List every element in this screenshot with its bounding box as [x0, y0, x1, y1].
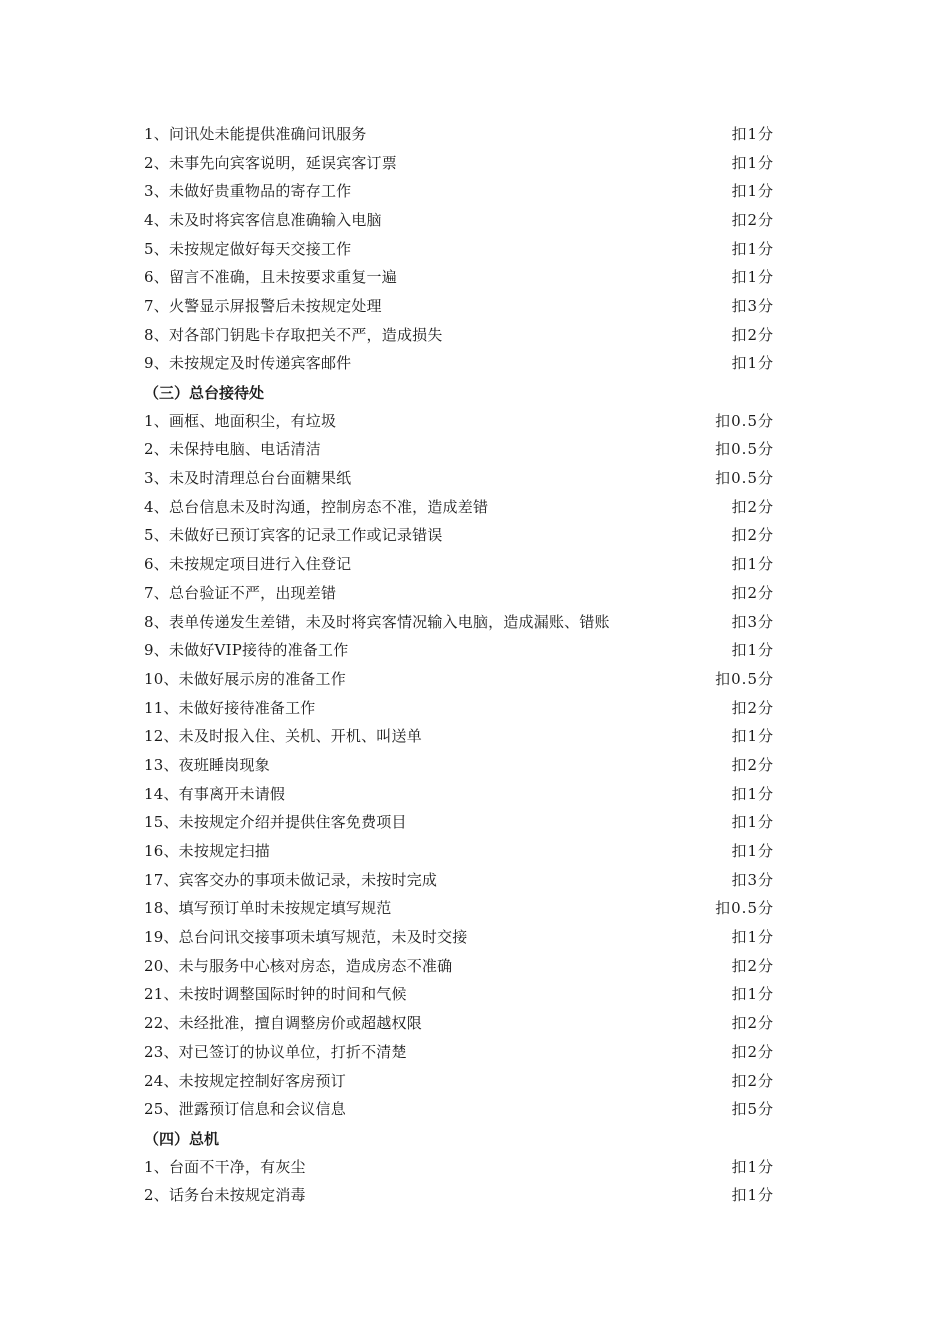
item-deduction: 扣0.5分 — [715, 411, 774, 430]
item-deduction: 扣1分 — [731, 239, 774, 258]
deduction-item — [144, 522, 774, 551]
deduction-item — [144, 1095, 774, 1124]
item-description: 14、有事离开未请假 — [144, 784, 286, 803]
item-description: 9、未做好VIP接待的准备工作 — [144, 641, 349, 660]
item-deduction: 扣0.5分 — [715, 440, 774, 459]
item-description: 8、表单传递发生差错，未及时将宾客情况输入电脑，造成漏账、错账 — [144, 612, 610, 631]
deduction-item — [144, 177, 774, 206]
deduction-item — [144, 1038, 774, 1067]
deduction-item — [144, 206, 774, 235]
item-deduction: 扣1分 — [731, 153, 774, 172]
deduction-item — [144, 751, 774, 780]
deduction-item — [144, 579, 774, 608]
deduction-item — [144, 923, 774, 952]
item-deduction: 扣0.5分 — [715, 469, 774, 488]
item-description: 5、未做好已预订宾客的记录工作或记录错误 — [144, 526, 443, 545]
item-deduction: 扣2分 — [731, 325, 774, 344]
item-deduction: 扣1分 — [731, 354, 774, 373]
item-description: 22、未经批准，擅自调整房价或超越权限 — [144, 1014, 422, 1033]
item-description: 1、问讯处未能提供准确问讯服务 — [144, 124, 367, 143]
item-description: 3、未做好贵重物品的寄存工作 — [144, 182, 352, 201]
item-description: 2、未事先向宾客说明，延误宾客订票 — [144, 153, 397, 172]
section-heading: （三）总台接待处 — [144, 384, 265, 403]
deduction-item — [144, 350, 774, 379]
deduction-item — [144, 895, 774, 924]
item-deduction: 扣2分 — [731, 698, 774, 717]
deduction-item — [144, 981, 774, 1010]
item-deduction: 扣1分 — [731, 727, 774, 746]
item-description: 4、总台信息未及时沟通，控制房态不准，造成差错 — [144, 497, 489, 516]
deduction-item — [144, 636, 774, 665]
item-description: 9、未按规定及时传递宾客邮件 — [144, 354, 352, 373]
item-description: 4、未及时将宾客信息准确输入电脑 — [144, 210, 382, 229]
item-description: 7、火警显示屏报警后未按规定处理 — [144, 296, 382, 315]
item-description: 7、总台验证不严，出现差错 — [144, 583, 337, 602]
item-deduction: 扣3分 — [731, 296, 774, 315]
deduction-item — [144, 493, 774, 522]
deduction-item — [144, 149, 774, 178]
deduction-item — [144, 1153, 774, 1182]
deduction-item — [144, 665, 774, 694]
item-description: 10、未做好展示房的准备工作 — [144, 669, 346, 688]
item-description: 11、未做好接待准备工作 — [144, 698, 316, 717]
item-deduction: 扣1分 — [731, 985, 774, 1004]
item-description: 8、对各部门钥匙卡存取把关不严，造成损失 — [144, 325, 443, 344]
item-description: 21、未按时调整国际时钟的时间和气候 — [144, 985, 407, 1004]
item-description: 19、总台问讯交接事项未填写规范，未及时交接 — [144, 928, 468, 947]
deduction-item — [144, 866, 774, 895]
deduction-item — [144, 235, 774, 264]
deduction-item — [144, 436, 774, 465]
item-description: 13、夜班睡岗现象 — [144, 755, 270, 774]
item-description: 1、画框、地面积尘，有垃圾 — [144, 411, 337, 430]
deduction-item — [144, 321, 774, 350]
item-deduction: 扣2分 — [731, 1014, 774, 1033]
item-deduction: 扣1分 — [731, 268, 774, 287]
item-description: 2、话务台未按规定消毒 — [144, 1186, 306, 1205]
item-description: 6、未按规定项目进行入住登记 — [144, 555, 352, 574]
deduction-item — [144, 837, 774, 866]
item-deduction: 扣1分 — [731, 641, 774, 660]
deduction-item — [144, 263, 774, 292]
deduction-item — [144, 1009, 774, 1038]
deduction-item — [144, 780, 774, 809]
deduction-item — [144, 1067, 774, 1096]
item-description: 5、未按规定做好每天交接工作 — [144, 239, 352, 258]
item-deduction: 扣3分 — [731, 870, 774, 889]
item-deduction: 扣5分 — [731, 1100, 774, 1119]
item-description: 20、未与服务中心核对房态，造成房态不准确 — [144, 956, 453, 975]
deduction-item — [144, 464, 774, 493]
item-description: 24、未按规定控制好客房预订 — [144, 1071, 346, 1090]
item-deduction: 扣1分 — [731, 842, 774, 861]
item-deduction: 扣0.5分 — [715, 899, 774, 918]
deduction-item — [144, 809, 774, 838]
deduction-item — [144, 550, 774, 579]
item-description: 16、未按规定扫描 — [144, 842, 270, 861]
item-deduction: 扣1分 — [731, 182, 774, 201]
item-deduction: 扣1分 — [731, 1157, 774, 1176]
item-deduction: 扣2分 — [731, 1071, 774, 1090]
deduction-item — [144, 608, 774, 637]
item-deduction: 扣1分 — [731, 1186, 774, 1205]
item-deduction: 扣1分 — [731, 813, 774, 832]
deduction-item — [144, 952, 774, 981]
item-description: 15、未按规定介绍并提供住客免费项目 — [144, 813, 407, 832]
item-description: 23、对已签订的协议单位，打折不清楚 — [144, 1042, 407, 1061]
item-deduction: 扣3分 — [731, 612, 774, 631]
deduction-item — [144, 1181, 774, 1210]
item-description: 6、留言不准确，且未按要求重复一遍 — [144, 268, 397, 287]
item-deduction: 扣2分 — [731, 956, 774, 975]
item-deduction: 扣2分 — [731, 526, 774, 545]
item-description: 25、泄露预订信息和会议信息 — [144, 1100, 346, 1119]
item-deduction: 扣1分 — [731, 928, 774, 947]
deduction-item — [144, 694, 774, 723]
item-deduction: 扣2分 — [731, 583, 774, 602]
item-deduction: 扣2分 — [731, 210, 774, 229]
section-heading: （四）总机 — [144, 1129, 220, 1148]
deduction-item — [144, 722, 774, 751]
item-deduction: 扣1分 — [731, 784, 774, 803]
item-description: 3、未及时清理总台台面糖果纸 — [144, 469, 352, 488]
item-deduction: 扣1分 — [731, 124, 774, 143]
item-deduction: 扣1分 — [731, 555, 774, 574]
item-description: 2、未保持电脑、电话清洁 — [144, 440, 321, 459]
item-description: 18、填写预订单时未按规定填写规范 — [144, 899, 392, 918]
deduction-item — [144, 292, 774, 321]
item-description: 1、台面不干净，有灰尘 — [144, 1157, 306, 1176]
deduction-list — [144, 120, 774, 1210]
item-description: 12、未及时报入住、关机、开机、叫送单 — [144, 727, 422, 746]
item-description: 17、宾客交办的事项未做记录，未按时完成 — [144, 870, 438, 889]
item-deduction: 扣0.5分 — [715, 669, 774, 688]
item-deduction: 扣2分 — [731, 1042, 774, 1061]
deduction-item — [144, 407, 774, 436]
item-deduction: 扣2分 — [731, 497, 774, 516]
item-deduction: 扣2分 — [731, 755, 774, 774]
deduction-item — [144, 120, 774, 149]
